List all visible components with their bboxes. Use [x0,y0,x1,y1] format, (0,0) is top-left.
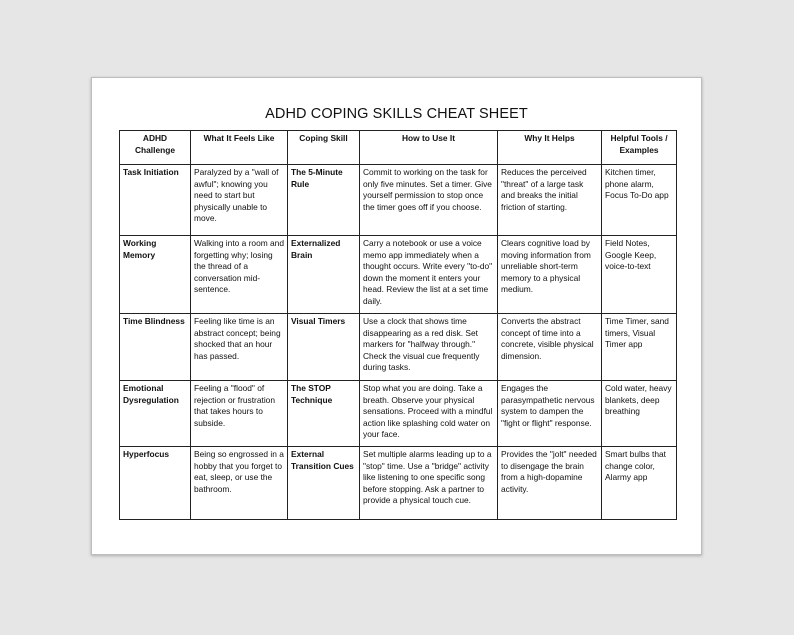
cell-feels: Paralyzed by a "wall of awful"; knowing you need to start but physically unable to move. [191,165,288,236]
cell-skill: The STOP Technique [288,381,360,447]
table-row [120,381,677,447]
table-row [120,447,677,520]
cheat-sheet-page [91,77,702,555]
cell-challenge: Hyperfocus [120,447,191,520]
cell-tools: Field Notes, Google Keep, voice-to-text [602,236,677,314]
cell-feels: Feeling like time is an abstract concept; being shocked that an hour has passed. [191,314,288,381]
cell-tools: Cold water, heavy blankets, deep breathing [602,381,677,447]
cell-how: Use a clock that shows time disappearing as a red disk. Set markers for "halfway through." Check the visual cue frequently during tasks. [360,314,498,381]
cell-skill: Visual Timers [288,314,360,381]
cell-challenge: Emotional Dysregulation [120,381,191,447]
cell-feels: Being so engrossed in a hobby that you forget to eat, sleep, or use the bathroom. [191,447,288,520]
page-title: ADHD COPING SKILLS CHEAT SHEET [265,106,528,122]
header-skill: Coping Skill [288,131,360,165]
cell-why: Reduces the perceived "threat" of a large task and breaks the initial friction of starting. [498,165,602,236]
cell-feels: Walking into a room and forgetting why; losing the thread of a conversation mid-sentence. [191,236,288,314]
cell-challenge: Working Memory [120,236,191,314]
header-tools: Helpful Tools / Examples [602,131,677,165]
header-why: Why It Helps [498,131,602,165]
cell-skill: External Transition Cues [288,447,360,520]
header-how: How to Use It [360,131,498,165]
table-row [120,236,677,314]
cell-how: Commit to working on the task for only five minutes. Set a timer. Give yourself permission to stop once the timer goes off if you choose. [360,165,498,236]
cell-tools: Smart bulbs that change color, Alarmy app [602,447,677,520]
cell-how: Carry a notebook or use a voice memo app immediately when a thought occurs. Write every "to-do" down the moment it enters your head. Review the list at a set time daily. [360,236,498,314]
table-row [120,165,677,236]
cell-skill: Externalized Brain [288,236,360,314]
cell-challenge: Task Initiation [120,165,191,236]
cell-why: Clears cognitive load by moving information from unreliable short-term memory to a physical medium. [498,236,602,314]
coping-skills-table [119,130,677,520]
cell-why: Provides the "jolt" needed to disengage the brain from a high-dopamine activity. [498,447,602,520]
cell-how: Stop what you are doing. Take a breath. Observe your physical sensations. Proceed with a mindful action like splashing cold water on your face. [360,381,498,447]
cell-feels: Feeling a "flood" of rejection or frustration that takes hours to subside. [191,381,288,447]
cell-why: Converts the abstract concept of time into a concrete, visible physical dimension. [498,314,602,381]
cell-why: Engages the parasympathetic nervous system to dampen the "fight or flight" response. [498,381,602,447]
cell-tools: Time Timer, sand timers, Visual Timer app [602,314,677,381]
header-challenge: ADHD Challenge [120,131,191,165]
cell-tools: Kitchen timer, phone alarm, Focus To-Do app [602,165,677,236]
table-row [120,314,677,381]
cell-challenge: Time Blindness [120,314,191,381]
table-header-row [120,131,677,165]
header-feels: What It Feels Like [191,131,288,165]
cell-skill: The 5-Minute Rule [288,165,360,236]
cell-how: Set multiple alarms leading up to a "stop" time. Use a "bridge" activity like listening to one specific song before stopping. Ask a partner to provide a physical touch cue. [360,447,498,520]
